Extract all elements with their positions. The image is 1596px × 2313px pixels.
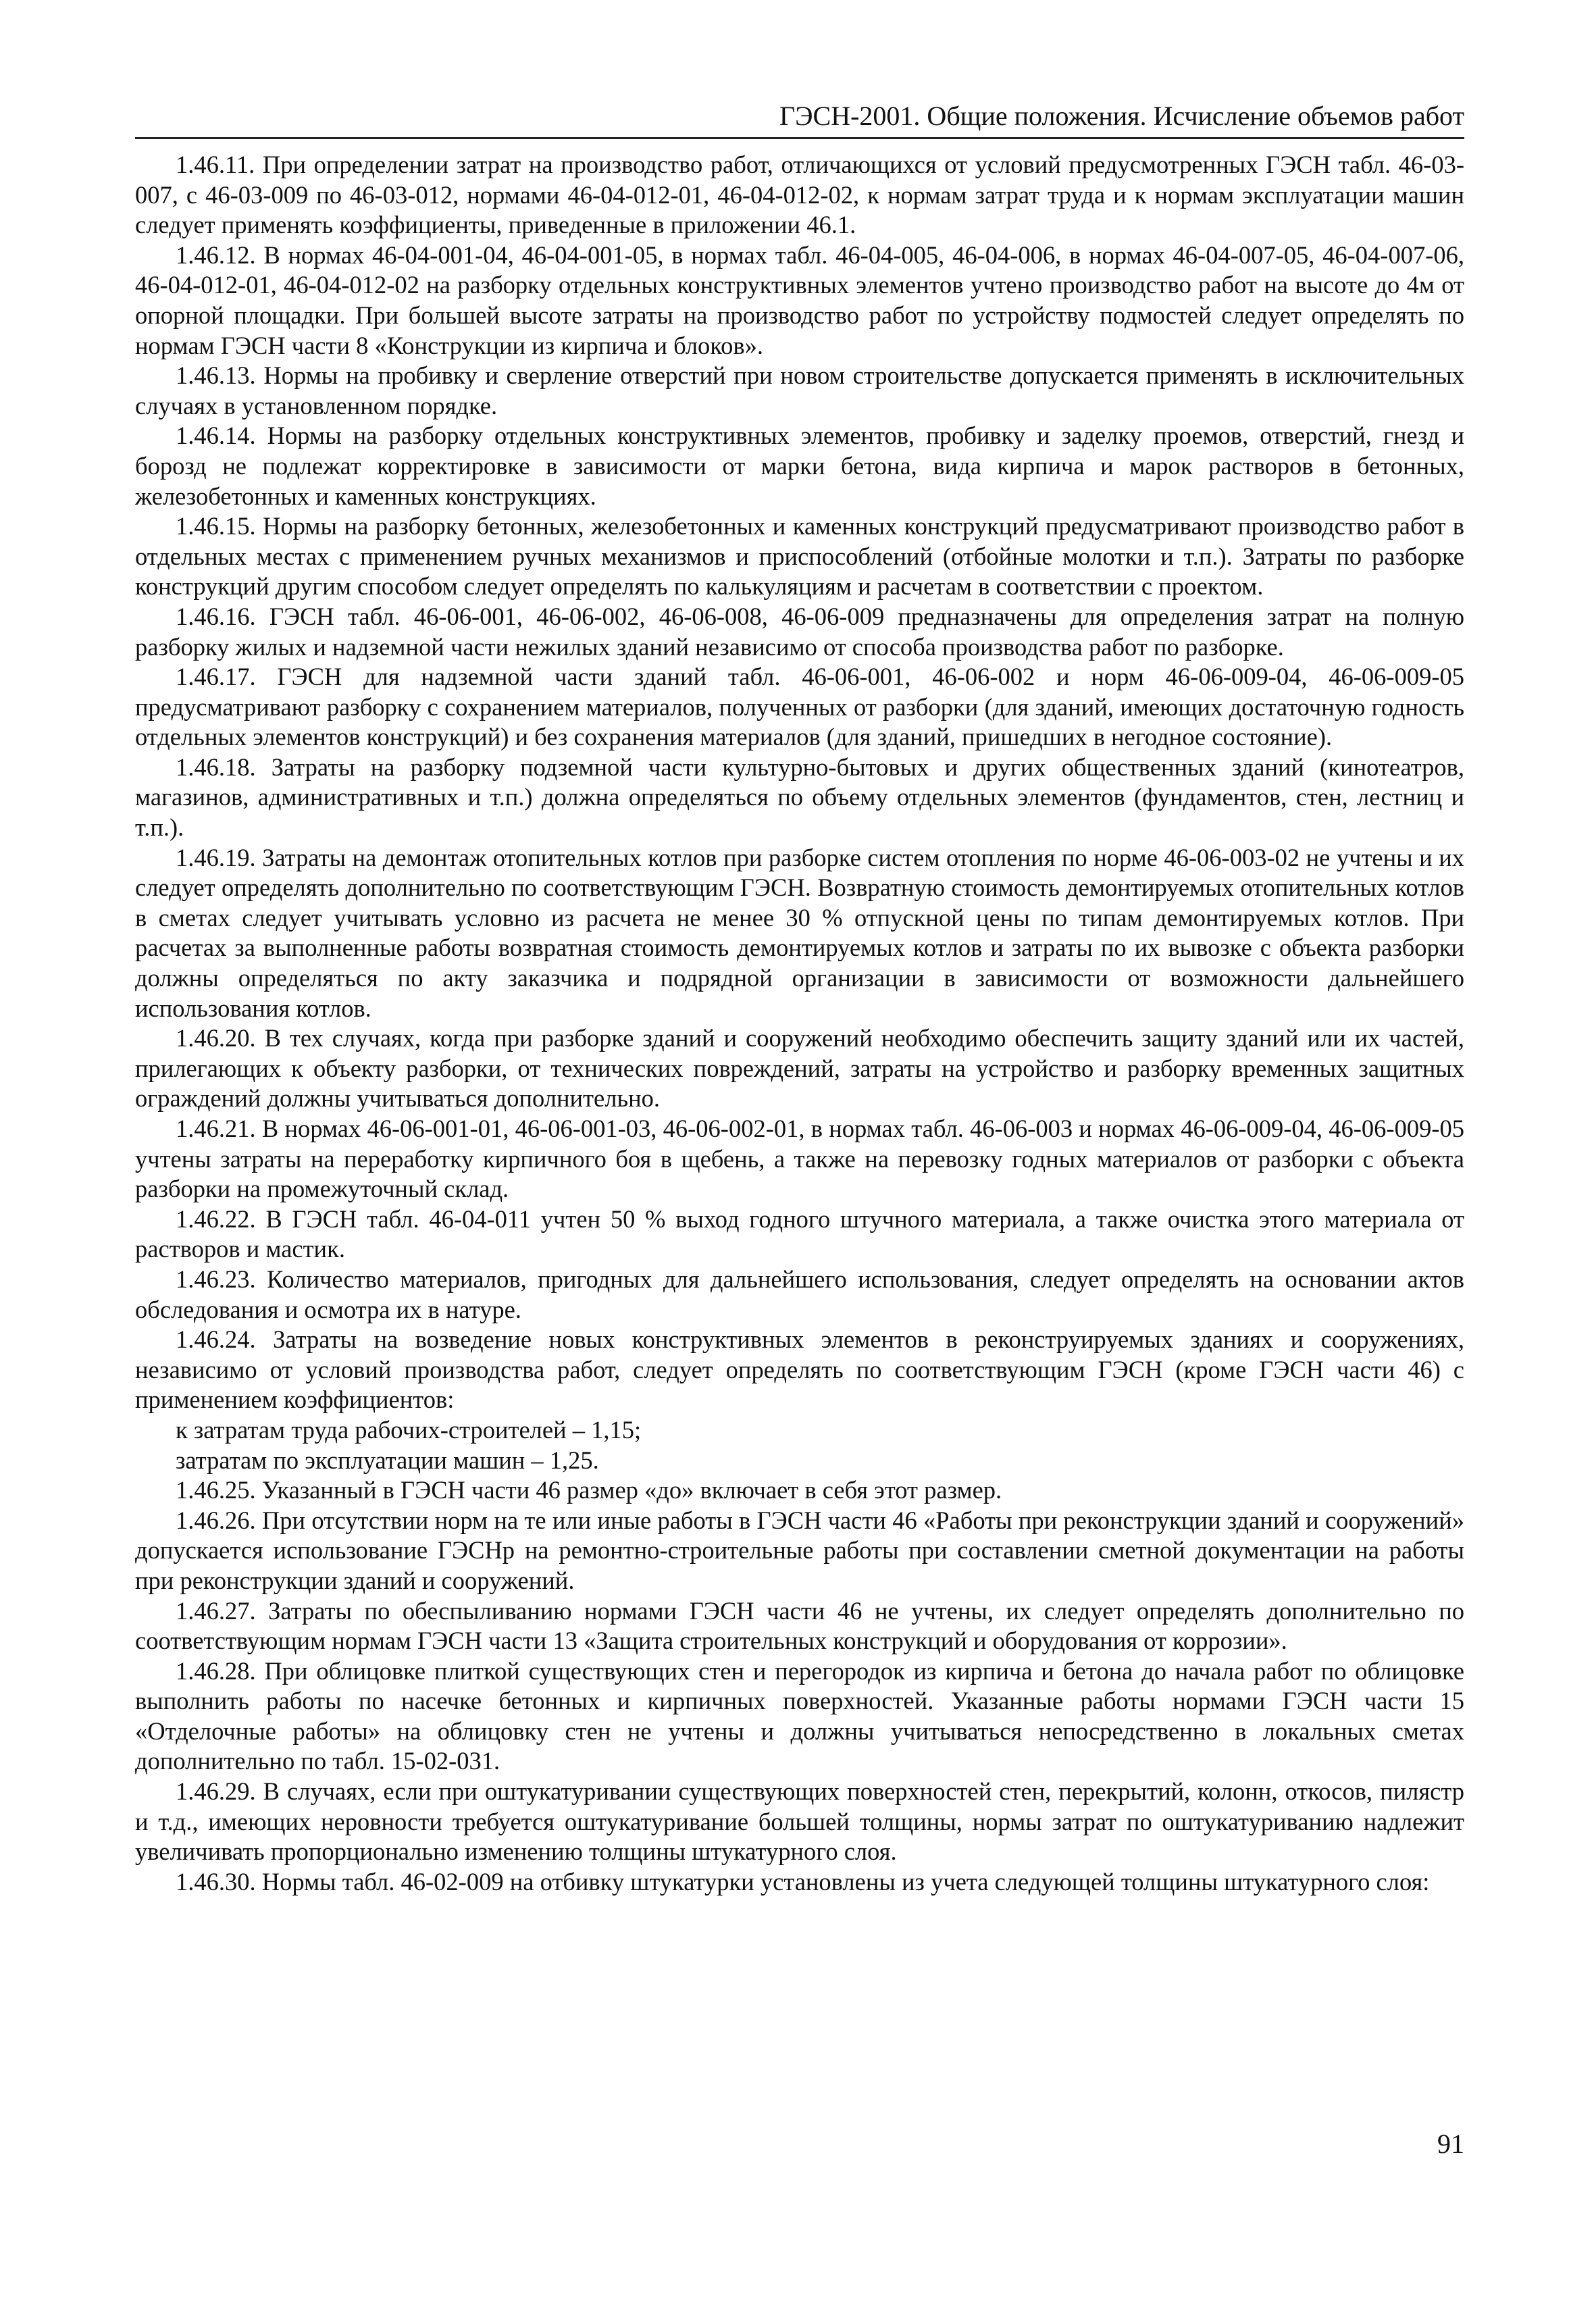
- paragraph-1-46-16: 1.46.16. ГЭСН табл. 46-06-001, 46-06-002, 46-06-008, 46-06-009 предназначены для определения затрат на полную разборку жилых и надземной части нежилых зданий независимо от способа производства работ по разборке.: [135, 602, 1464, 661]
- paragraph-1-46-26: 1.46.26. При отсутствии норм на те или иные работы в ГЭСН части 46 «Работы при реконструкции зданий и сооружений» допускается использование ГЭСНр на ремонтно-строительные работы при составлении сметной документации на работы при реконструкции зданий и сооружений.: [135, 1506, 1464, 1594]
- paragraph-1-46-14: 1.46.14. Нормы на разборку отдельных конструктивных элементов, пробивку и заделку проемов, отверстий, гнезд и борозд не подлежат корректировке в зависимости от марки бетона, вида кирпича и марок растворов в бетонных, железобетонных и каменных конструкциях.: [135, 422, 1464, 510]
- paragraph-1-46-15: 1.46.15. Нормы на разборку бетонных, железобетонных и каменных конструкций предусматривают производство работ в отдельных местах с применением ручных механизмов и приспособлений (отбойные молотки и т.п.). Затраты по разборке конструкций другим способом следует определять по калькуляциям и расчетам в соответствии с проектом.: [135, 512, 1464, 601]
- paragraph-1-46-25: 1.46.25. Указанный в ГЭСН части 46 размер «до» включает в себя этот размер.: [176, 1476, 1002, 1504]
- paragraph-1-46-23: 1.46.23. Количество материалов, пригодных для дальнейшего использования, следует определять на основании актов обследования и осмотра их в натуре.: [135, 1265, 1464, 1323]
- paragraph-1-46-20: 1.46.20. В тех случаях, когда при разборке зданий и сооружений необходимо обеспечить защиту зданий или их частей, прилегающих к объекту разборки, от технических повреждений, затраты на устройство и разборку временных защитных ограждений должны учитываться дополнительно.: [135, 1024, 1464, 1113]
- running-header: ГЭСН-2001. Общие положения. Исчисление объемов работ: [779, 101, 1464, 131]
- coefficient-machines: затратам по эксплуатации машин – 1,25.: [176, 1446, 599, 1474]
- paragraph-1-46-28: 1.46.28. При облицовке плиткой существующих стен и перегородок из кирпича и бетона до начала работ по облицовке выполнить работы по насечке бетонных и кирпичных поверхностей. Указанные работы нормами ГЭСН части 15 «Отделочные работы» на облицовку стен не учтены и должны учитываться непосредственно в локальных сметах дополнительно по табл. 15-02-031.: [135, 1656, 1464, 1775]
- body-text: [135, 150, 1464, 1897]
- document-page: [135, 0, 1464, 2313]
- paragraph-1-46-30: 1.46.30. Нормы табл. 46-02-009 на отбивку штукатурки установлены из учета следующей толщины штукатурного слоя:: [176, 1867, 1430, 1896]
- paragraph-1-46-19: 1.46.19. Затраты на демонтаж отопительных котлов при разборке систем отопления по норме 46-06-003-02 не учтены и их следует определять дополнительно по соответствующим ГЭСН. Возвратную стоимость демонтируемых отопительных котлов в сметах следует учитывать условно из расчета не менее 30 % отпускной цены по типам демонтируемых котлов. При расчетах за выполненные работы возвратная стоимость демонтируемых котлов и затраты по их вывозке с объекта разборки должны определяться по акту заказчика и подрядной организации в зависимости от возможности дальнейшего использования котлов.: [135, 843, 1464, 1022]
- paragraph-1-46-18: 1.46.18. Затраты на разборку подземной части культурно-бытовых и других общественных зданий (кинотеатров, магазинов, административных и т.п.) должна определяться по объему отдельных элементов (фундаментов, стен, лестниц и т.п.).: [135, 753, 1464, 842]
- page-number: 91: [1437, 2129, 1464, 2159]
- paragraph-1-46-11: 1.46.11. При определении затрат на производство работ, отличающихся от условий предусмотренных ГЭСН табл. 46-03-007, с 46-03-009 по 46-03-012, нормами 46-04-012-01, 46-04-012-02, к нормам затрат труда и к нормам эксплуатации машин следует применять коэффициенты, приведенные в приложении 46.1.: [135, 151, 1464, 239]
- paragraph-1-46-27: 1.46.27. Затраты по обеспыливанию нормами ГЭСН части 46 не учтены, их следует определять дополнительно по соответствующим нормам ГЭСН части 13 «Защита строительных конструкций и оборудования от коррозии».: [135, 1596, 1464, 1655]
- paragraph-1-46-13: 1.46.13. Нормы на пробивку и сверление отверстий при новом строительстве допускается применять в исключительных случаях в установленном порядке.: [135, 361, 1464, 420]
- paragraph-1-46-21: 1.46.21. В нормах 46-06-001-01, 46-06-001-03, 46-06-002-01, в нормах табл. 46-06-003 и нормах 46-06-009-04, 46-06-009-05 учтены затраты на переработку кирпичного боя в щебень, а также на перевозку годных материалов от разборки с объекта разборки на промежуточный склад.: [135, 1115, 1464, 1203]
- paragraph-1-46-22: 1.46.22. В ГЭСН табл. 46-04-011 учтен 50 % выход годного штучного материала, а также очистка этого материала от растворов и мастик.: [135, 1204, 1464, 1263]
- paragraph-1-46-24: 1.46.24. Затраты на возведение новых конструктивных элементов в реконструируемых зданиях и сооружениях, независимо от условий производства работ, следует определять по соответствующим ГЭСН (кроме ГЭСН части 46) с применением коэффициентов:: [135, 1325, 1464, 1414]
- paragraph-1-46-12: 1.46.12. В нормах 46-04-001-04, 46-04-001-05, в нормах табл. 46-04-005, 46-04-006, в нормах 46-04-007-05, 46-04-007-06, 46-04-012-01, 46-04-012-02 на разборку отдельных конструктивных элементов учтено производство работ на высоте до 4м от опорной площадки. При большей высоте затраты на производство работ по устройству подмостей следует определять по нормам ГЭСН части 8 «Конструкции из кирпича и блоков».: [135, 240, 1464, 359]
- paragraph-1-46-29: 1.46.29. В случаях, если при оштукатуривании существующих поверхностей стен, перекрытий, колонн, откосов, пилястр и т.д., имеющих неровности требуется оштукатуривание большей толщины, нормы затрат по оштукатуриванию надлежит увеличивать пропорционально изменению толщины штукатурного слоя.: [135, 1777, 1464, 1866]
- header-divider: [135, 137, 1464, 139]
- coefficient-labor: к затратам труда рабочих-строителей – 1,15;: [176, 1415, 642, 1444]
- paragraph-1-46-17: 1.46.17. ГЭСН для надземной части зданий табл. 46-06-001, 46-06-002 и норм 46-06-009-04, 46-06-009-05 предусматривают разборку с сохранением материалов, полученных от разборки (для зданий, имеющих достаточную годность отдельных элементов конструкций) и без сохранения материалов (для зданий, пришедших в негодное состояние).: [135, 663, 1464, 751]
